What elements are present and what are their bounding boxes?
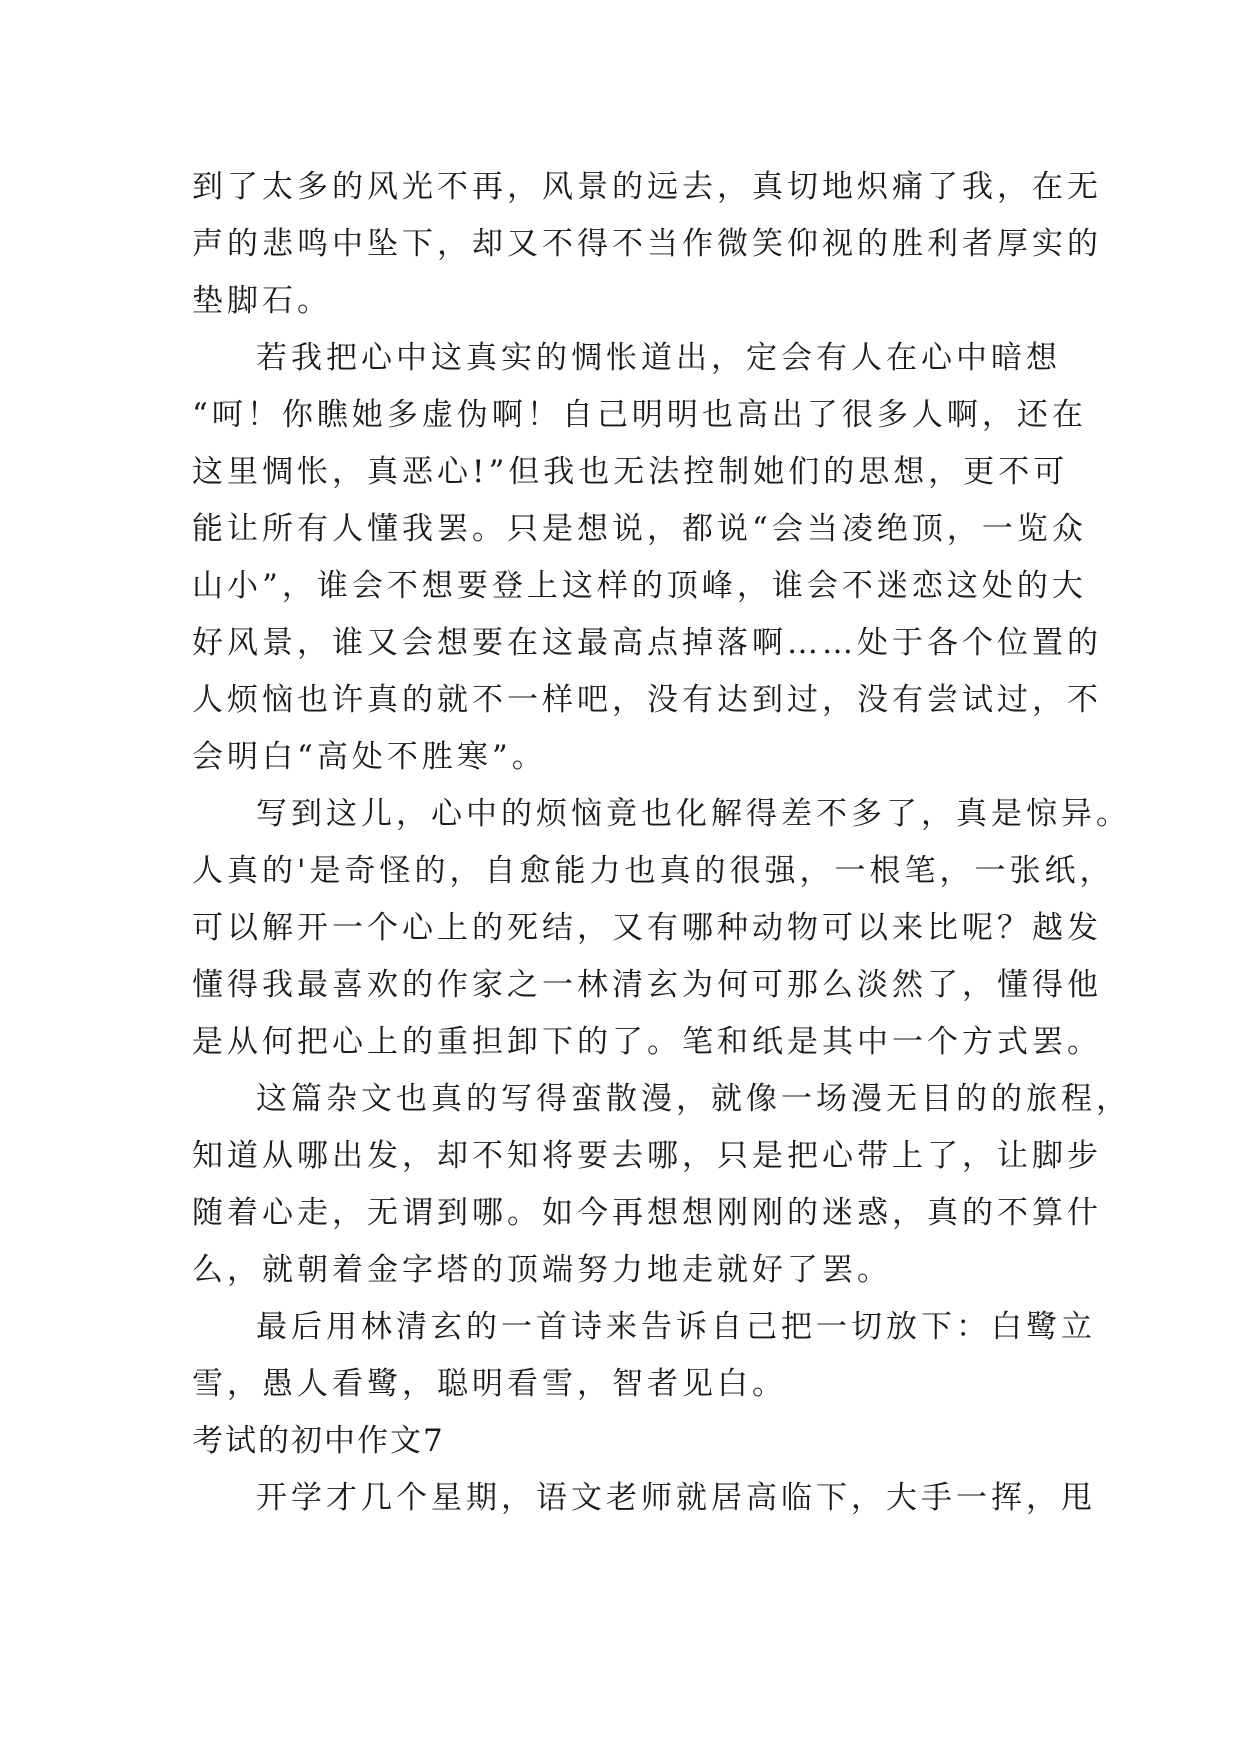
text-line: 山小”，谁会不想要登上这样的顶峰，谁会不迷恋这处的大 xyxy=(192,568,1087,604)
text-line: 可以解开一个心上的死结，又有哪种动物可以来比呢？越发 xyxy=(192,910,1102,946)
text-line: 会明白“高处不胜寒”。 xyxy=(192,739,547,775)
text-line: 人烦恼也许真的就不一样吧，没有达到过，没有尝试过，不 xyxy=(192,682,1102,718)
text-line: 好风景，谁又会想要在这最高点掉落啊……处于各个位置的 xyxy=(192,625,1102,661)
text-line: 到了太多的风光不再，风景的远去，真切地炽痛了我，在无 xyxy=(192,169,1102,205)
text-line: 这里惆怅，真恶心!”但我也无法控制她们的思想，更不可 xyxy=(192,454,1069,490)
text-line: 是从何把心上的重担卸下的了。笔和纸是其中一个方式罢。 xyxy=(192,1024,1102,1060)
text-line: 人真的'是奇怪的，自愈能力也真的很强，一根笔，一张纸， xyxy=(192,853,1115,889)
paragraph-start-line: 这篇杂文也真的写得蛮散漫，就像一场漫无目的的旅程， xyxy=(256,1081,1131,1117)
paragraph-start-line: 最后用林清玄的一首诗来告诉自己把一切放下：白鹭立 xyxy=(256,1309,1096,1345)
paragraph-start-line: 写到这儿，心中的烦恼竟也化解得差不多了，真是惊异。 xyxy=(256,796,1131,832)
text-line: 声的悲鸣中坠下，却又不得不当作微笑仰视的胜利者厚实的 xyxy=(192,226,1102,262)
paragraph-start-line: 若我把心中这真实的惆怅道出，定会有人在心中暗想 xyxy=(256,340,1061,376)
text-line: 随着心走，无谓到哪。如今再想想刚刚的迷惑，真的不算什 xyxy=(192,1195,1102,1231)
text-line: 么，就朝着金字塔的顶端努力地走就好了罢。 xyxy=(192,1252,892,1288)
text-line: 雪，愚人看鹭，聪明看雪，智者见白。 xyxy=(192,1366,787,1402)
text-line: 垫脚石。 xyxy=(192,283,332,319)
section-heading: 考试的初中作文7 xyxy=(192,1423,445,1459)
text-line: 懂得我最喜欢的作家之一林清玄为何可那么淡然了，懂得他 xyxy=(192,967,1102,1003)
text-line: 知道从哪出发，却不知将要去哪，只是把心带上了，让脚步 xyxy=(192,1138,1102,1174)
text-line: “呵！你瞧她多虚伪啊！自己明明也高出了很多人啊，还在 xyxy=(192,397,1087,433)
paragraph-start-line: 开学才几个星期，语文老师就居高临下，大手一挥，甩 xyxy=(256,1480,1096,1516)
text-line: 能让所有人懂我罢。只是想说，都说“会当凌绝顶，一览众 xyxy=(192,511,1087,547)
